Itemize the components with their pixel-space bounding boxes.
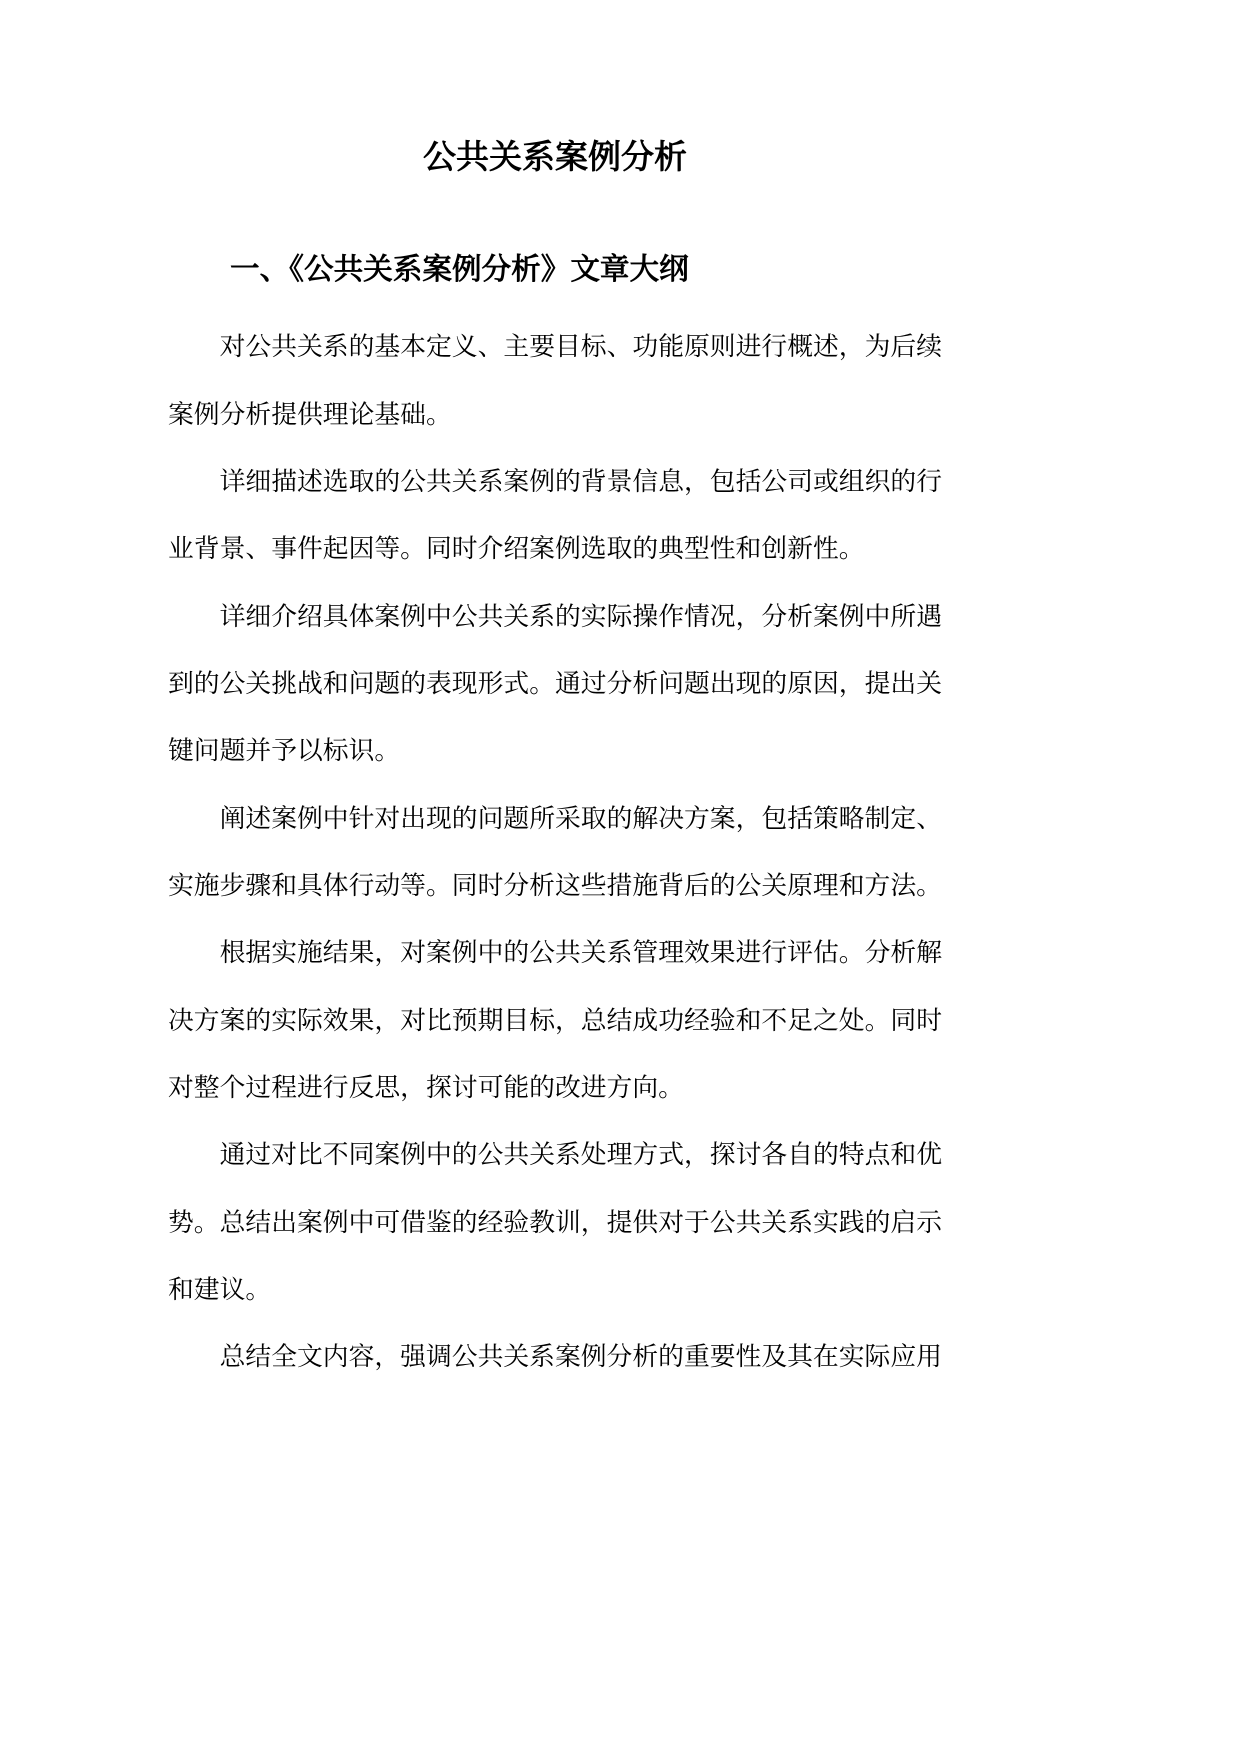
paragraph-line: 详细介绍具体案例中公共关系的实际操作情况，分析案例中所遇: [219, 601, 942, 631]
document-title: 公共关系案例分析: [423, 140, 687, 176]
paragraph-line: 对公共关系的基本定义、主要目标、功能原则进行概述，为后续: [219, 332, 942, 362]
section-heading: 一、《公共关系案例分析》文章大纲: [230, 254, 689, 286]
paragraph-line: 通过对比不同案例中的公共关系处理方式，探讨各自的特点和优: [219, 1140, 942, 1170]
paragraph-line: 势。总结出案例中可借鉴的经验教训，提供对于公共关系实践的启示: [168, 1207, 942, 1237]
paragraph-line: 案例分析提供理论基础。: [168, 399, 452, 429]
paragraph-line: 业背景、事件起因等。同时介绍案例选取的典型性和创新性。: [168, 534, 865, 564]
paragraph: [168, 785, 942, 920]
paragraph: [168, 448, 942, 583]
paragraph-line: 决方案的实际效果，对比预期目标，总结成功经验和不足之处。同时: [168, 1005, 942, 1035]
paragraph-line: 对整个过程进行反思，探讨可能的改进方向。: [168, 1072, 684, 1102]
paragraph-line: 根据实施结果，对案例中的公共关系管理效果进行评估。分析解: [219, 938, 942, 968]
paragraph-line: 阐述案例中针对出现的问题所采取的解决方案，包括策略制定、: [219, 803, 942, 833]
paragraph-line: 键问题并予以标识。: [168, 736, 401, 766]
paragraph: [168, 1121, 942, 1323]
paragraph-line: 总结全文内容，强调公共关系案例分析的重要性及其在实际应用: [219, 1342, 942, 1372]
paragraph-line: 到的公关挑战和问题的表现形式。通过分析问题出现的原因，提出关: [168, 668, 942, 698]
paragraph-line: 详细描述选取的公共关系案例的背景信息，包括公司或组织的行: [219, 466, 942, 496]
paragraph: [168, 919, 942, 1121]
paragraph-line: 和建议。: [168, 1274, 272, 1304]
paragraph: [168, 1323, 942, 1390]
document-body: [168, 313, 942, 1390]
paragraph-line: 实施步骤和具体行动等。同时分析这些措施背后的公关原理和方法。: [168, 870, 942, 900]
paragraph: [168, 583, 942, 785]
paragraph: [168, 313, 942, 448]
